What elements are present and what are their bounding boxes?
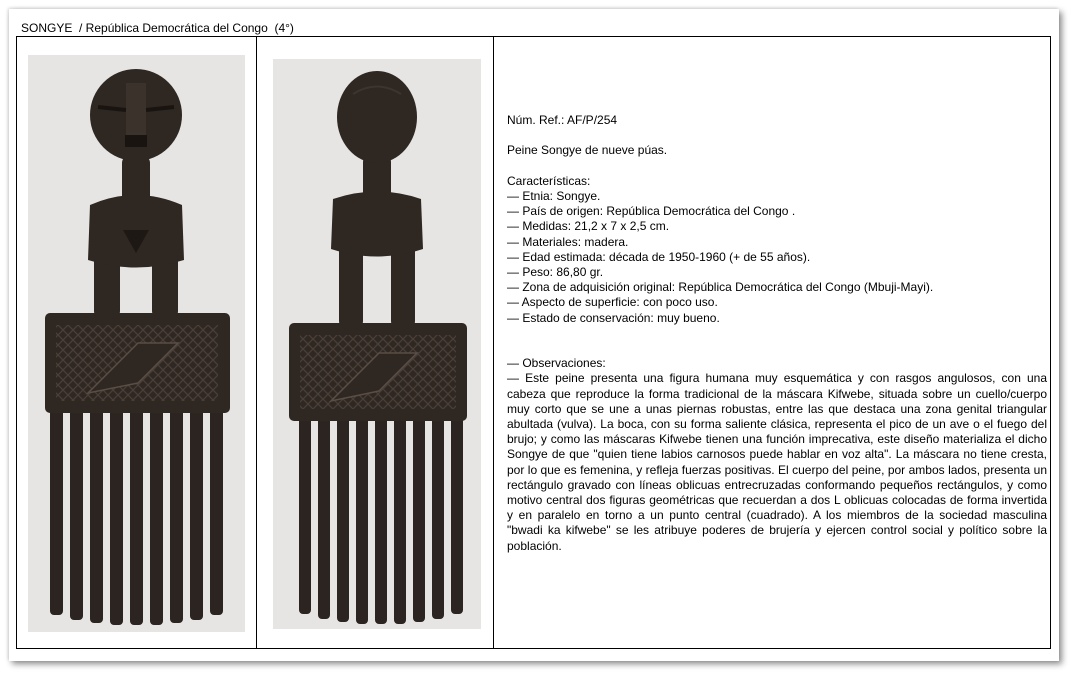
characteristic-item: — Edad estimada: década de 1950-1960 (+ de 55 años). [507,249,811,264]
characteristic-item: — Estado de conservación: muy bueno. [507,310,720,325]
column-divider [493,37,494,648]
characteristic-item: — Materiales: madera. [507,234,629,249]
column-divider [256,37,257,648]
characteristic-item: — Peso: 86,80 gr. [507,265,604,279]
reference-number: Núm. Ref.: AF/P/254 [507,113,618,127]
characteristic-item: — País de origen: República Democrática del Congo . [507,204,796,219]
characteristic-item: — Zona de adquisición original: República Democrática del Congo (Mbuji-Mayi). [507,280,934,295]
characteristics-heading: Características: [507,173,591,188]
characteristic-item: — Medidas: 21,2 x 7 x 2,5 cm. [507,219,670,234]
comb-front-photo [28,55,245,632]
characteristic-item: — Aspecto de superficie: con poco uso. [507,295,718,310]
observations-heading: — Observaciones: [507,356,606,371]
comb-figure-back-icon [273,59,481,629]
document-sheet [9,9,1059,661]
summary-text: Peine Songye de nueve púas. [507,143,668,158]
observations-text: — Este peine presenta una figura humana muy esquemática y con rasgos angulosos, con una cabeza que reproduce la forma tradicional de la máscara Kifwebe, situada sobre un cuello/cuerpo muy corto que se une a unas piernas robustas, entre las que destaca una zona genital triangular abultada (vulva). La boca, con su forma saliente clásica, representa el pico de un ave o el fuego del brujo; y como las máscaras Kifwebe tienen una función imprecativa, este diseño materializa el dicho Songye de que "quien tiene labios carnosos puede hablar en voz alta". La máscara no tiene cresta, por lo que es femenina, y refleja fuerzas positivas. El cuerpo del peine, por ambos lados, presenta un rectángulo gravado con líneas oblicuas entrecruzadas conformando pequeños rectángulos, y como motivo central dos figuras geométricas que recuerdan a dos L oblicuas colocadas de forma invertida y en paralelo en torno a un punto central (cuadrado). A los miembros de la sociedad masculina "bwadi ka kifwebe" se les atribuye poderes de brujería y ejercen control social y político sobre la población. [507,371,1047,553]
characteristic-item: — Etnia: Songye. [507,188,601,203]
page-title: SONGYE / República Democrática del Congo (4°) [21,21,294,35]
comb-back-photo [273,59,481,629]
comb-figure-front-icon [28,55,245,632]
description-text [507,113,1047,554]
content-table [16,36,1051,649]
